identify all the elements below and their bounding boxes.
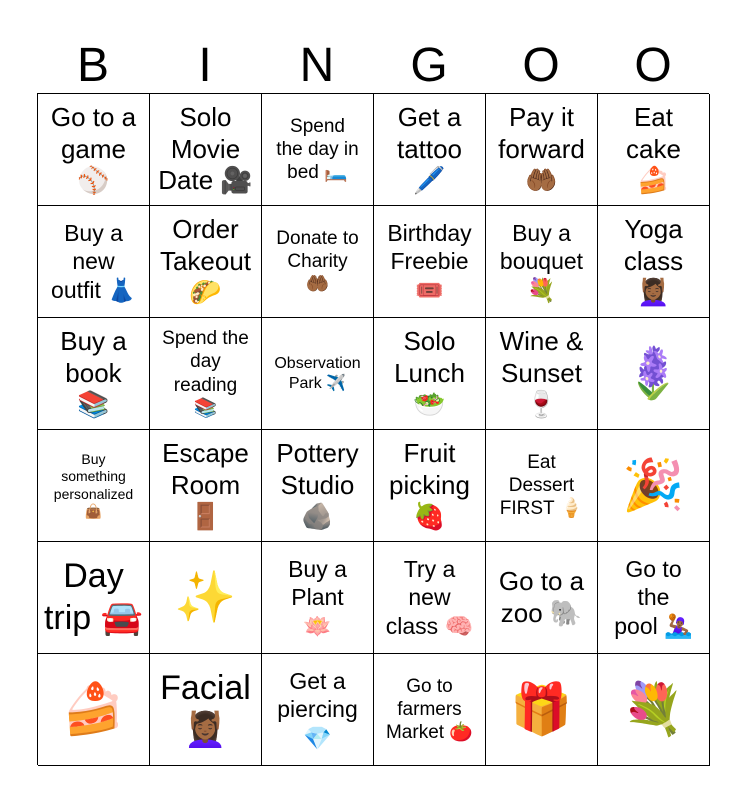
bingo-cell[interactable] [150,318,262,430]
cell-text: Yoga class 💆🏾‍♀️ [623,213,684,308]
cell-text: Get a piercing 💎 [277,668,358,751]
header-letter: O [522,39,560,92]
header-letter: B [76,39,109,92]
bingo-cell[interactable] [486,94,598,206]
bingo-cell[interactable] [262,542,374,654]
cell-text: Fruit picking 🍓 [389,437,470,532]
bingo-cell[interactable] [38,318,150,430]
bingo-cell[interactable] [374,206,486,318]
cell-text: Birthday Freebie 🎟️ [387,220,472,303]
bingo-cell[interactable] [486,654,598,766]
bouquet-icon: 💐 [622,681,685,737]
bingo-cell[interactable] [150,94,262,206]
cell-text: Get a tattoo 🖊️ [396,101,463,196]
bingo-cell[interactable] [150,206,262,318]
cell-text: Buy a new outfit 👗 [51,220,136,303]
cell-text: Donate to Charity 🤲🏾 [276,227,359,296]
header-letter: O [634,39,672,92]
gift-icon: 🎁 [510,681,573,737]
cell-text: Escape Room 🚪 [162,437,249,532]
cell-text: Day trip 🚘 [43,557,143,637]
cell-text: Go to the pool 🤽🏾‍♀️ [614,556,693,639]
bingo-cell[interactable] [598,94,710,206]
bingo-cell[interactable] [262,206,374,318]
cell-text: Go to farmers Market 🍅 [385,675,473,744]
bingo-cell[interactable] [374,318,486,430]
bingo-cell[interactable] [38,206,150,318]
header-letter: I [198,39,212,92]
cell-text: Buy something personalized 👜 [53,451,134,519]
bingo-cell[interactable] [374,94,486,206]
bingo-cell[interactable] [598,654,710,766]
bingo-cell[interactable] [486,430,598,542]
bingo-cell[interactable] [38,430,150,542]
bingo-cell[interactable] [150,430,262,542]
bingo-cell[interactable] [598,206,710,318]
cell-text: Order Takeout 🌮 [159,213,252,308]
bingo-cell[interactable] [374,430,486,542]
bingo-cell[interactable] [486,542,598,654]
party-popper-icon: 🎉 [622,457,685,513]
bingo-cell[interactable] [262,430,374,542]
bingo-header [37,38,709,94]
bingo-cell[interactable] [374,542,486,654]
cell-text: Go to a zoo 🐘 [498,565,585,628]
sparkles-icon: ✨ [174,569,237,625]
bingo-cell[interactable] [486,318,598,430]
bingo-cell[interactable] [38,94,150,206]
cell-text: Pay it forward 🤲🏾 [498,101,585,196]
cell-text: Facial 💆🏾‍♀️ [160,669,251,749]
hyacinth-icon: 🪻 [622,345,685,401]
bingo-cell[interactable] [262,94,374,206]
bingo-cell[interactable] [598,542,710,654]
cell-text: Solo Lunch 🥗 [394,325,465,420]
cell-text: Observation Park ✈️ [274,354,361,392]
header-letter: G [410,39,448,92]
cell-text: Buy a book 📚 [60,325,127,420]
bingo-cell[interactable] [150,654,262,766]
bingo-cell[interactable] [598,318,710,430]
header-letter: N [299,39,335,92]
cell-text: Pottery Studio 🪨 [276,437,359,532]
cell-text: Go to a game ⚾ [50,101,137,196]
bingo-cell[interactable] [262,318,374,430]
bingo-cell[interactable] [38,654,150,766]
cell-text: Spend the day reading 📚 [162,328,249,419]
cell-text: Buy a Plant 🪷 [288,556,347,639]
bingo-cell[interactable] [150,542,262,654]
cell-text: Solo Movie Date 🎥 [158,101,253,196]
bingo-cell[interactable] [486,206,598,318]
bingo-cell[interactable] [598,430,710,542]
cell-text: Spend the day in bed 🛏️ [276,115,359,184]
bingo-cell[interactable] [38,542,150,654]
bingo-board [37,93,709,765]
bingo-cell[interactable] [262,654,374,766]
cell-text: Eat cake 🍰 [626,101,681,196]
cell-text: Wine & Sunset 🍷 [499,325,584,420]
cake-icon: 🍰 [62,681,125,737]
cell-text: Eat Dessert FIRST 🍦 [499,451,584,520]
bingo-cell[interactable] [374,654,486,766]
cell-text: Buy a bouquet 💐 [499,220,584,303]
cell-text: Try a new class 🧠 [385,556,474,639]
